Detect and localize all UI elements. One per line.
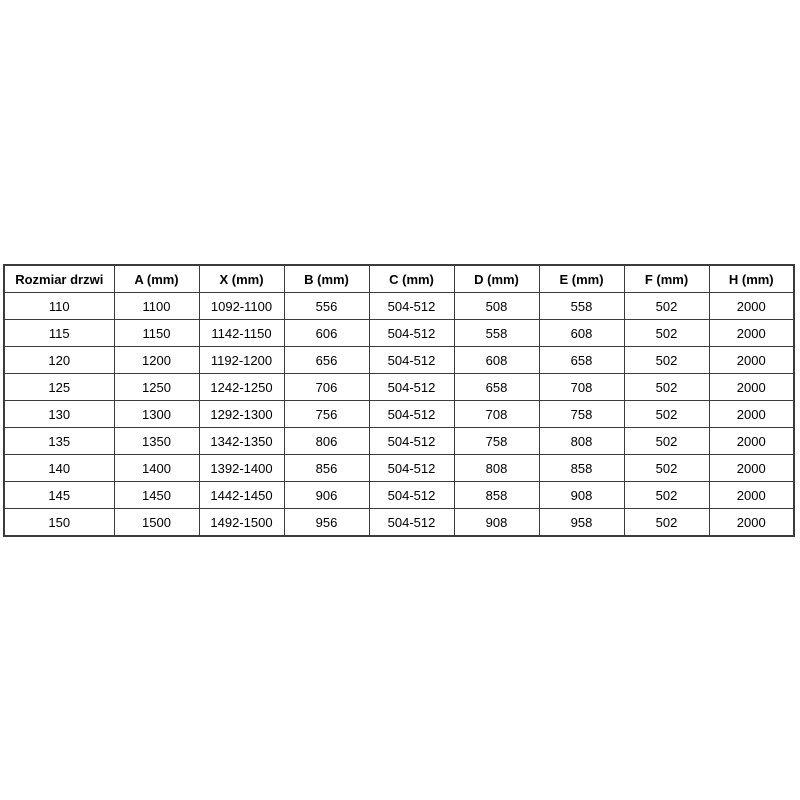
table-cell: 2000	[709, 293, 794, 320]
table-cell: 708	[539, 374, 624, 401]
table-cell: 656	[284, 347, 369, 374]
table-cell: 608	[454, 347, 539, 374]
table-cell: 2000	[709, 428, 794, 455]
table-cell: 1400	[114, 455, 199, 482]
table-header-cell: A (mm)	[114, 265, 199, 293]
table-cell: 606	[284, 320, 369, 347]
table-cell: 504-512	[369, 293, 454, 320]
table-cell: 1342-1350	[199, 428, 284, 455]
table-header-cell: B (mm)	[284, 265, 369, 293]
table-row	[4, 401, 794, 428]
table-cell: 145	[4, 482, 114, 509]
table-cell: 502	[624, 509, 709, 537]
table-cell: 1242-1250	[199, 374, 284, 401]
table-cell: 1442-1450	[199, 482, 284, 509]
table-cell: 1250	[114, 374, 199, 401]
table-cell: 502	[624, 482, 709, 509]
table-cell: 504-512	[369, 482, 454, 509]
table-header-cell: E (mm)	[539, 265, 624, 293]
table-cell: 1492-1500	[199, 509, 284, 537]
table-cell: 1500	[114, 509, 199, 537]
table-cell: 856	[284, 455, 369, 482]
door-size-table-wrapper	[3, 264, 796, 537]
table-cell: 502	[624, 374, 709, 401]
table-cell: 1092-1100	[199, 293, 284, 320]
table-cell: 958	[539, 509, 624, 537]
table-head	[4, 265, 794, 293]
table-header-cell: Rozmiar drzwi	[4, 265, 114, 293]
table-cell: 502	[624, 401, 709, 428]
table-header-cell: C (mm)	[369, 265, 454, 293]
table-cell: 2000	[709, 509, 794, 537]
table-cell: 150	[4, 509, 114, 537]
table-cell: 558	[539, 293, 624, 320]
table-cell: 1200	[114, 347, 199, 374]
table-cell: 2000	[709, 455, 794, 482]
table-cell: 708	[454, 401, 539, 428]
table-cell: 1100	[114, 293, 199, 320]
table-cell: 758	[454, 428, 539, 455]
table-cell: 658	[539, 347, 624, 374]
table-cell: 1392-1400	[199, 455, 284, 482]
table-cell: 1150	[114, 320, 199, 347]
table-row	[4, 482, 794, 509]
table-cell: 808	[539, 428, 624, 455]
table-cell: 2000	[709, 347, 794, 374]
table-cell: 1192-1200	[199, 347, 284, 374]
table-cell: 502	[624, 428, 709, 455]
table-cell: 858	[539, 455, 624, 482]
table-cell: 502	[624, 455, 709, 482]
table-cell: 756	[284, 401, 369, 428]
table-header-row	[4, 265, 794, 293]
table-cell: 908	[454, 509, 539, 537]
table-cell: 502	[624, 320, 709, 347]
table-cell: 504-512	[369, 455, 454, 482]
table-cell: 1450	[114, 482, 199, 509]
table-cell: 1142-1150	[199, 320, 284, 347]
table-cell: 1292-1300	[199, 401, 284, 428]
table-row	[4, 320, 794, 347]
table-cell: 508	[454, 293, 539, 320]
table-cell: 504-512	[369, 320, 454, 347]
table-cell: 504-512	[369, 374, 454, 401]
table-header-cell: X (mm)	[199, 265, 284, 293]
table-cell: 2000	[709, 482, 794, 509]
table-cell: 808	[454, 455, 539, 482]
table-cell: 135	[4, 428, 114, 455]
table-cell: 504-512	[369, 347, 454, 374]
table-row	[4, 455, 794, 482]
table-row	[4, 428, 794, 455]
table-cell: 758	[539, 401, 624, 428]
table-cell: 806	[284, 428, 369, 455]
table-cell: 504-512	[369, 401, 454, 428]
table-cell: 608	[539, 320, 624, 347]
table-row	[4, 509, 794, 537]
table-row	[4, 374, 794, 401]
table-cell: 140	[4, 455, 114, 482]
table-cell: 658	[454, 374, 539, 401]
table-cell: 1350	[114, 428, 199, 455]
table-cell: 906	[284, 482, 369, 509]
table-cell: 502	[624, 347, 709, 374]
table-cell: 115	[4, 320, 114, 347]
table-cell: 130	[4, 401, 114, 428]
table-cell: 556	[284, 293, 369, 320]
door-size-spec-table	[3, 264, 795, 537]
table-cell: 2000	[709, 374, 794, 401]
table-cell: 502	[624, 293, 709, 320]
table-cell: 908	[539, 482, 624, 509]
table-header-cell: D (mm)	[454, 265, 539, 293]
table-cell: 2000	[709, 320, 794, 347]
table-cell: 504-512	[369, 509, 454, 537]
table-cell: 706	[284, 374, 369, 401]
table-cell: 956	[284, 509, 369, 537]
table-cell: 120	[4, 347, 114, 374]
table-header-cell: H (mm)	[709, 265, 794, 293]
table-row	[4, 293, 794, 320]
table-cell: 504-512	[369, 428, 454, 455]
table-row	[4, 347, 794, 374]
table-body	[4, 293, 794, 537]
table-cell: 558	[454, 320, 539, 347]
table-cell: 125	[4, 374, 114, 401]
table-cell: 110	[4, 293, 114, 320]
table-cell: 1300	[114, 401, 199, 428]
table-cell: 858	[454, 482, 539, 509]
table-cell: 2000	[709, 401, 794, 428]
table-header-cell: F (mm)	[624, 265, 709, 293]
